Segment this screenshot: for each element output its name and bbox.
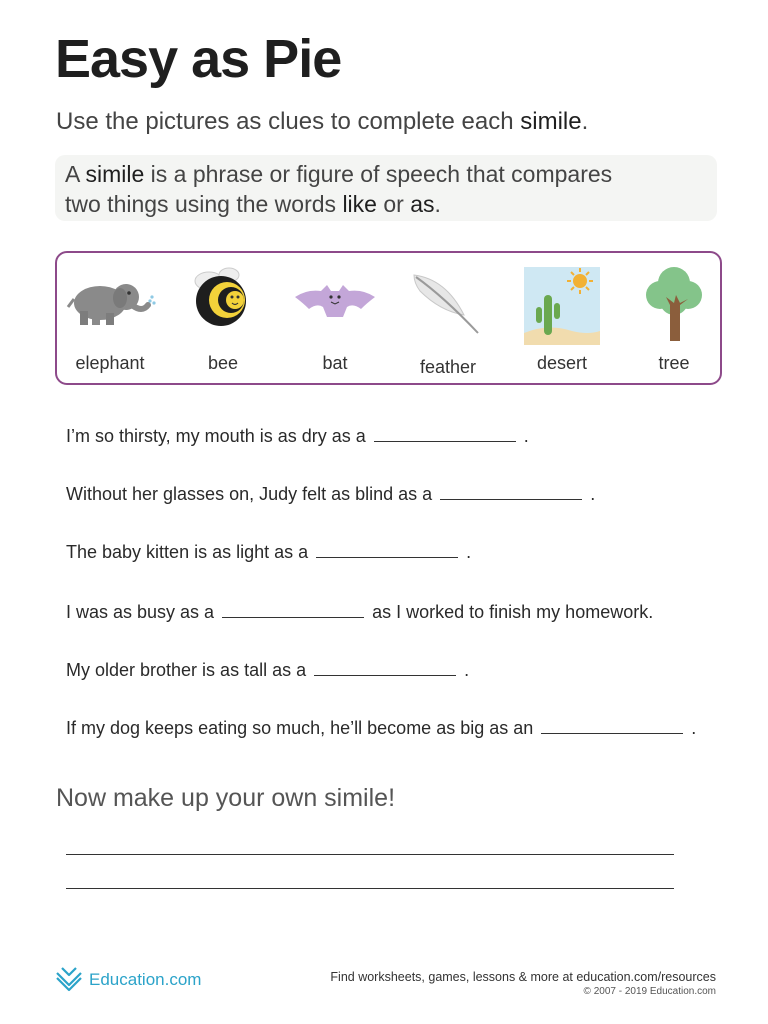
- sentence-2: [66, 484, 595, 505]
- answer-blank[interactable]: [222, 603, 364, 618]
- picture-label: desert: [536, 353, 588, 373]
- sentence-text: .: [691, 718, 697, 738]
- tree-icon: [626, 261, 722, 345]
- sentence-text: My older brother is as tall as a: [66, 660, 307, 680]
- instructions-keyword: simile: [520, 108, 582, 135]
- sentence-6: [66, 718, 696, 739]
- sentence-5: [66, 660, 469, 681]
- own-simile-line-1[interactable]: [66, 854, 674, 855]
- elephant-icon: [62, 261, 158, 331]
- picture-label: tree: [658, 353, 690, 373]
- feather-icon: [400, 261, 496, 337]
- definition-keyword-as: as: [410, 191, 435, 217]
- footer-resources-text: Find worksheets, games, lessons & more at education.com/resources: [330, 970, 716, 984]
- sentence-text: .: [590, 484, 596, 504]
- own-simile-line-2[interactable]: [66, 888, 674, 889]
- picture-desert: [512, 261, 612, 381]
- education-logo: [53, 964, 201, 996]
- picture-label: bee: [207, 353, 239, 373]
- picture-label: bat: [322, 353, 348, 373]
- sentence-1: [66, 426, 529, 447]
- definition-text: is a phrase or figure of speech that compares: [144, 161, 613, 187]
- picture-label: feather: [419, 357, 477, 377]
- instructions: [56, 108, 588, 136]
- sentence-text: .: [466, 542, 472, 562]
- definition-text: .: [434, 191, 441, 217]
- desert-icon: [522, 265, 602, 347]
- bee-icon: [175, 261, 271, 331]
- logo-text: Education.com: [89, 970, 202, 989]
- sentence-text: Without her glasses on, Judy felt as blind as a: [66, 484, 433, 504]
- footer: [330, 970, 716, 997]
- instructions-text: Use the pictures as clues to complete each: [56, 108, 521, 135]
- picture-bee: [173, 261, 273, 381]
- picture-elephant: [60, 261, 160, 381]
- sentence-text: The baby kitten is as light as a: [66, 542, 309, 562]
- picture-bat: [285, 261, 385, 381]
- definition-box: [55, 155, 717, 221]
- answer-blank[interactable]: [316, 543, 458, 558]
- answer-blank[interactable]: [440, 485, 582, 500]
- bat-icon: [287, 261, 383, 331]
- sentence-text: If my dog keeps eating so much, he’ll become as big as an: [66, 718, 534, 738]
- sentence-text: I was as busy as a: [66, 602, 215, 622]
- definition-line-1: [65, 159, 717, 189]
- answer-blank[interactable]: [374, 427, 516, 442]
- worksheet-title: Easy as Pie: [55, 29, 342, 89]
- definition-text: or: [376, 191, 411, 217]
- instructions-period: .: [581, 108, 589, 135]
- definition-text: A: [65, 161, 86, 187]
- definition-term: simile: [85, 161, 145, 187]
- picture-clues-box: [55, 251, 722, 385]
- sentence-3: [66, 542, 471, 563]
- footer-copyright: © 2007 - 2019 Education.com: [583, 986, 716, 997]
- definition-keyword-like: like: [342, 191, 377, 217]
- answer-blank[interactable]: [541, 719, 683, 734]
- sentence-text: as I worked to finish my homework.: [372, 602, 654, 622]
- sentence-text: I’m so thirsty, my mouth is as dry as a: [66, 426, 366, 446]
- definition-line-2: [65, 189, 717, 219]
- picture-feather: [398, 261, 498, 381]
- education-logo-icon: [53, 964, 85, 996]
- picture-tree: [624, 261, 724, 381]
- sentence-text: .: [464, 660, 470, 680]
- answer-blank[interactable]: [314, 661, 456, 676]
- definition-text: two things using the words: [65, 191, 343, 217]
- sentence-text: .: [523, 426, 529, 446]
- sentence-4: [66, 602, 653, 623]
- picture-label: elephant: [75, 353, 145, 373]
- own-simile-prompt: Now make up your own simile!: [56, 784, 396, 812]
